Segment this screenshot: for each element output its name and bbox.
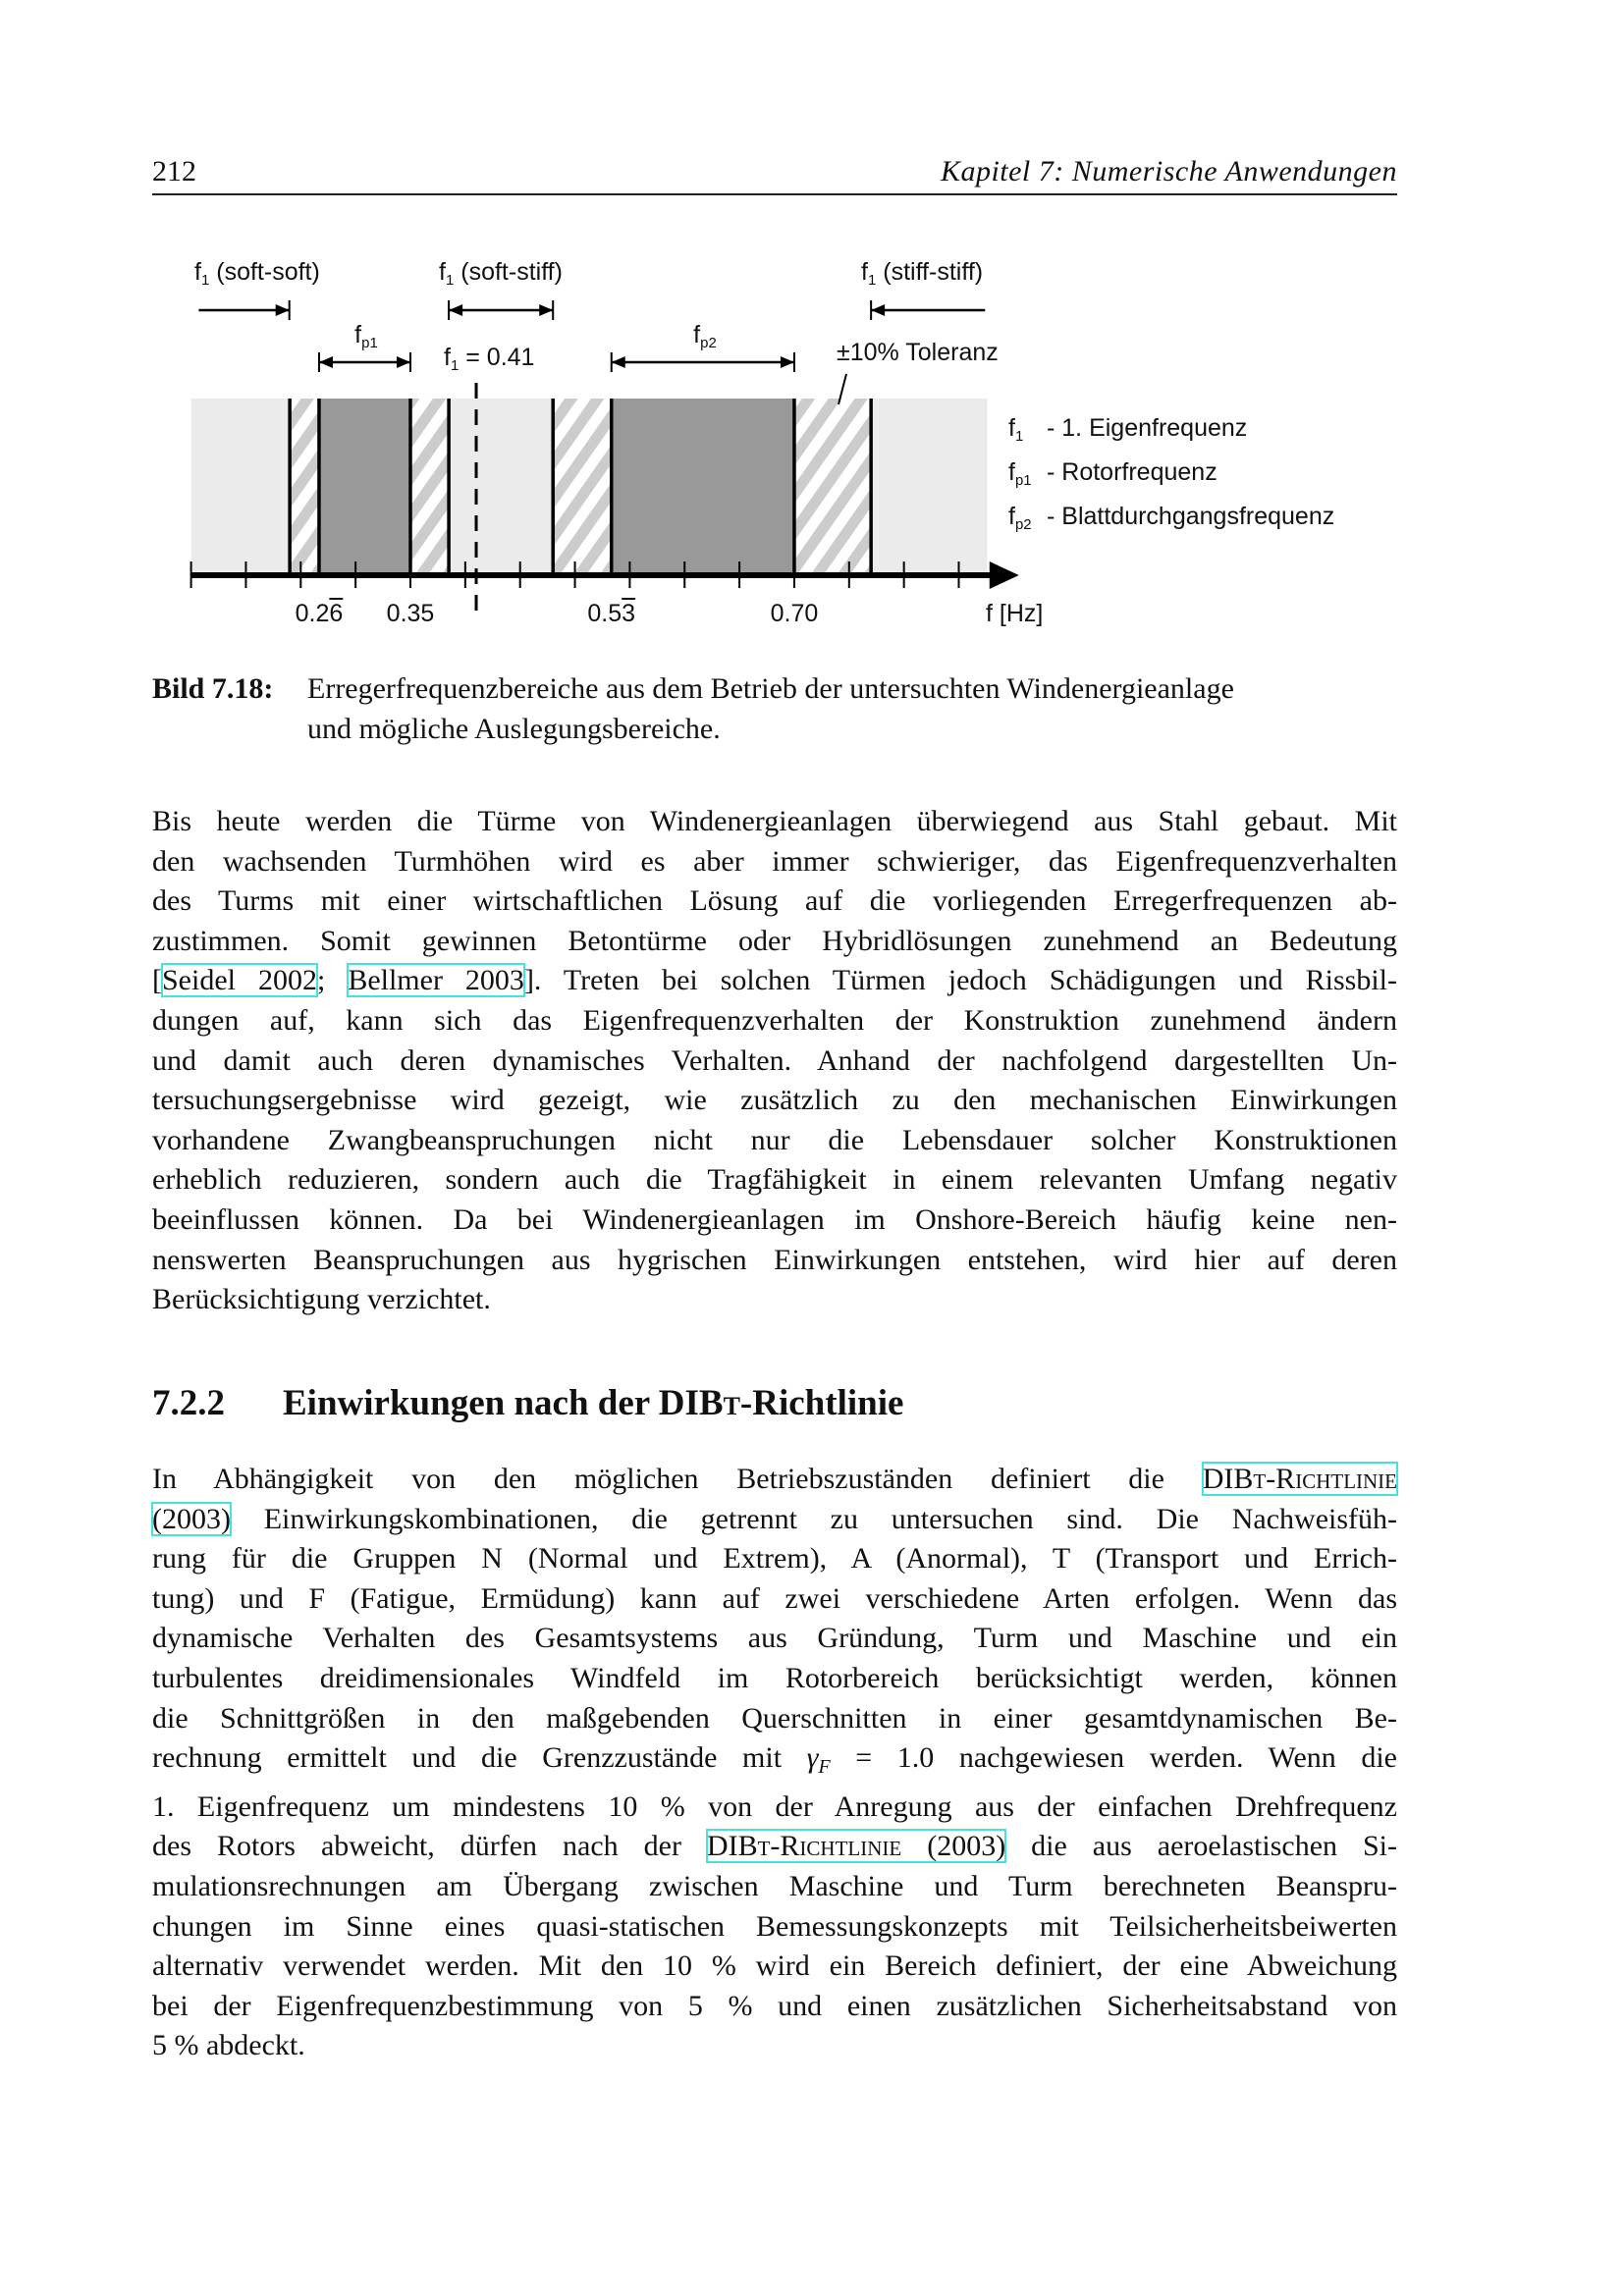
text-line	[152, 1539, 1397, 1579]
text-segment: chungen im Sinne eines quasi-statischen Bemessungskonzepts mit Teilsicherheitsbeiwerten	[152, 1909, 1397, 1943]
text-segment: die Schnittgrößen in den maßgebenden Querschnitten in einer gesamtdynamischen Be-	[152, 1701, 1397, 1735]
text-segment: turbulentes dreidimensionales Windfeld im Rotorbereich berücksichtigt werden, können	[152, 1661, 1397, 1694]
text-line	[152, 1947, 1397, 1987]
text-line	[152, 881, 1397, 922]
axis-tick-label: 0.53	[587, 600, 636, 627]
text-line	[152, 1041, 1397, 1082]
text-segment: vorhandene Zwangbeanspruchungen nicht nur die Lebensdauer solcher Konstruktionen	[152, 1123, 1397, 1156]
text-line	[152, 1201, 1397, 1241]
text-line	[152, 1699, 1397, 1739]
text-segment: Bis heute werden die Türme von Windenergieanlagen überwiegend aus Stahl gebaut. Mit	[152, 805, 1397, 837]
caption-label: Bild 7.18:	[152, 672, 274, 705]
text-line	[152, 1081, 1397, 1121]
text-segment: tung) und F (Fatigue, Ermüdung) kann auf zwei verschiedene Arten erfolgen. Wenn das	[152, 1581, 1397, 1615]
section-heading	[152, 1382, 903, 1424]
text-line	[152, 1867, 1397, 1907]
text-segment: 1. Eigenfrequenz um mindestens 10 % von der Anregung aus der einfachen Drehfrequenz	[152, 1789, 1397, 1823]
axis-tick-label: 0.35	[386, 600, 435, 627]
text-segment: dungen auf, kann sich das Eigenfrequenzverhalten der Konstruktion zunehmend ändern	[152, 1003, 1397, 1037]
text-segment: In Abhängigkeit von den möglichen Betriebszuständen definiert die	[152, 1463, 1203, 1495]
legend-symbol: $f_{p1}$	[1008, 458, 1032, 489]
text-segment: mulationsrechnungen am Übergang zwischen Maschine und Turm berechneten Beanspru-	[152, 1869, 1397, 1902]
section-title: Einwirkungen nach der DIBt-Richtlinie	[283, 1383, 904, 1423]
citation-link[interactable]: DIBt-Richtlinie (2003)	[706, 1830, 1006, 1863]
text-line	[152, 842, 1397, 882]
text-line	[152, 1738, 1397, 1788]
text-line	[152, 922, 1397, 962]
text-segment: zustimmen. Somit gewinnen Betontürme oder Hybridlösungen zunehmend an Bedeutung	[152, 924, 1397, 957]
section-number: 7.2.2	[152, 1383, 225, 1423]
text-segment: dynamische Verhalten des Gesamtsystems aus Gründung, Turm und Maschine und ein	[152, 1622, 1397, 1655]
text-line	[152, 1121, 1397, 1161]
caption-text: Erregerfrequenzbereiche aus dem Betrieb der untersuchten Windenergieanlage	[307, 672, 1234, 705]
tolerance-band	[553, 399, 612, 572]
caption-text: und mögliche Auslegungsbereiche.	[307, 712, 721, 745]
legend-symbol: $f_1$	[1008, 414, 1024, 445]
text-segment: tersuchungsergebnisse wird gezeigt, wie zusätzlich zu den mechanischen Einwirkungen	[152, 1084, 1397, 1117]
text-segment: [	[152, 964, 162, 997]
axis-label: f [Hz]	[986, 600, 1044, 627]
text-segment: bei der Eigenfrequenzbestimmung von 5 % und einen zusätzlichen Sicherheitsabstand von	[152, 1989, 1397, 2022]
text-segment: nenswerten Beanspruchungen aus hygrischen Einwirkungen entstehen, wird hier auf deren	[152, 1243, 1397, 1276]
citation-link[interactable]: Bellmer 2003	[348, 964, 524, 997]
text-segment: rung für die Gruppen N (Normal und Extrem), A (Anormal), T (Transport und Errich-	[152, 1542, 1397, 1575]
figure-caption	[152, 669, 1397, 749]
arrowhead-icon	[449, 304, 462, 316]
tolerance-band	[794, 399, 871, 572]
text-segment: alternativ verwendet werden. Mit den 10 % wird ein Bereich definiert, der eine Abweichung	[152, 1949, 1397, 1983]
label-tolerance: ±10% Toleranz	[837, 339, 999, 366]
text-segment: Berücksichtigung verzichtet.	[152, 1283, 491, 1316]
text-line	[152, 1241, 1397, 1281]
axis-tick-label: 0.70	[770, 600, 819, 627]
arrowhead-icon	[319, 356, 333, 368]
page-number: 212	[152, 155, 196, 187]
text-segment: des Turms mit einer wirtschaftlichen Lösung auf die vorliegenden Erregerfrequenzen ab-	[152, 884, 1397, 918]
arrowhead-icon	[397, 356, 410, 368]
math-symbol: γ	[806, 1741, 819, 1775]
excitation-band	[612, 399, 794, 572]
text-line	[152, 1619, 1397, 1659]
label-f1-stiff-stiff: $f_1$ (stiff-stiff)	[861, 258, 984, 289]
body-paragraph-1	[152, 802, 1397, 1320]
text-segment: des Rotors abweicht, dürfen nach der	[152, 1830, 707, 1863]
citation-link[interactable]: Seidel 2002	[162, 964, 317, 997]
text-line	[152, 802, 1397, 842]
legend-text: - Rotorfrequenz	[1047, 458, 1217, 486]
tolerance-band	[290, 399, 319, 572]
text-segment: und damit auch deren dynamisches Verhalten. Anhand der nachfolgend dargestellten Un-	[152, 1043, 1397, 1077]
body-paragraph-2	[152, 1460, 1397, 2066]
text-segment: beeinflussen können. Da bei Windenergieanlagen im Onshore-Bereich häufig keine nen-	[152, 1202, 1397, 1236]
arrowhead-icon	[539, 304, 553, 316]
text-line	[152, 2026, 1397, 2066]
legend-text: - 1. Eigenfrequenz	[1047, 414, 1248, 442]
text-segment: rechnung ermittelt und die Grenzzustände mit	[152, 1741, 807, 1775]
text-line	[152, 1460, 1397, 1500]
axis-arrow-icon	[990, 561, 1019, 589]
label-fp2: $f_{p2}$	[693, 321, 717, 351]
text-segment: = 1.0 nachgewiesen werden. Wenn die	[830, 1741, 1397, 1775]
axis-tick-label: 0.26	[295, 600, 344, 627]
legend-symbol: $f_{p2}$	[1008, 503, 1032, 533]
label-f1-soft-soft: $f_1$ (soft-soft)	[194, 258, 320, 289]
text-segment: ]. Treten bei solchen Türmen jedoch Schädigungen und Rissbil-	[523, 964, 1397, 997]
running-header-chapter: Kapitel 7: Numerische Anwendungen	[940, 155, 1397, 187]
citation-link[interactable]: DIBt-Richtlinie	[1202, 1463, 1397, 1495]
excitation-band	[319, 399, 410, 572]
arrowhead-icon	[612, 356, 625, 368]
text-line	[152, 1001, 1397, 1041]
text-line	[152, 1500, 1397, 1540]
text-segment: den wachsenden Turmhöhen wird es aber immer schwieriger, das Eigenfrequenzverhalten	[152, 844, 1397, 878]
text-line	[152, 1827, 1397, 1867]
math-subscript: F	[818, 1756, 831, 1779]
text-line	[152, 1987, 1397, 2027]
label-f1-soft-stiff: $f_1$ (soft-stiff)	[439, 258, 563, 289]
text-line	[152, 961, 1397, 1001]
legend-text: - Blattdurchgangsfrequenz	[1047, 503, 1335, 530]
text-line	[152, 1160, 1397, 1201]
arrowhead-icon	[276, 304, 290, 316]
text-segment: ;	[316, 964, 349, 997]
text-segment: die aus aeroelastischen Si-	[1005, 1830, 1398, 1863]
text-line	[152, 1788, 1397, 1828]
frequency-range-diagram	[0, 0, 1623, 667]
arrowhead-icon	[871, 304, 885, 316]
citation-link[interactable]: (2003)	[152, 1502, 231, 1535]
text-line	[152, 1579, 1397, 1620]
tolerance-band	[410, 399, 449, 572]
arrowhead-icon	[781, 356, 794, 368]
label-f1-value: $f_1 = 0.41$	[444, 344, 535, 374]
text-segment: 5 % abdeckt.	[152, 2029, 305, 2062]
text-segment: Einwirkungskombinationen, die getrennt zu untersuchen sind. Die Nachweisfüh-	[230, 1502, 1397, 1535]
text-line	[152, 1907, 1397, 1948]
text-line	[152, 1659, 1397, 1699]
text-segment: erheblich reduzieren, sondern auch die Tragfähigkeit in einem relevanten Umfang negativ	[152, 1163, 1397, 1197]
text-line	[152, 1280, 1397, 1320]
label-fp1: $f_{p1}$	[354, 321, 378, 351]
